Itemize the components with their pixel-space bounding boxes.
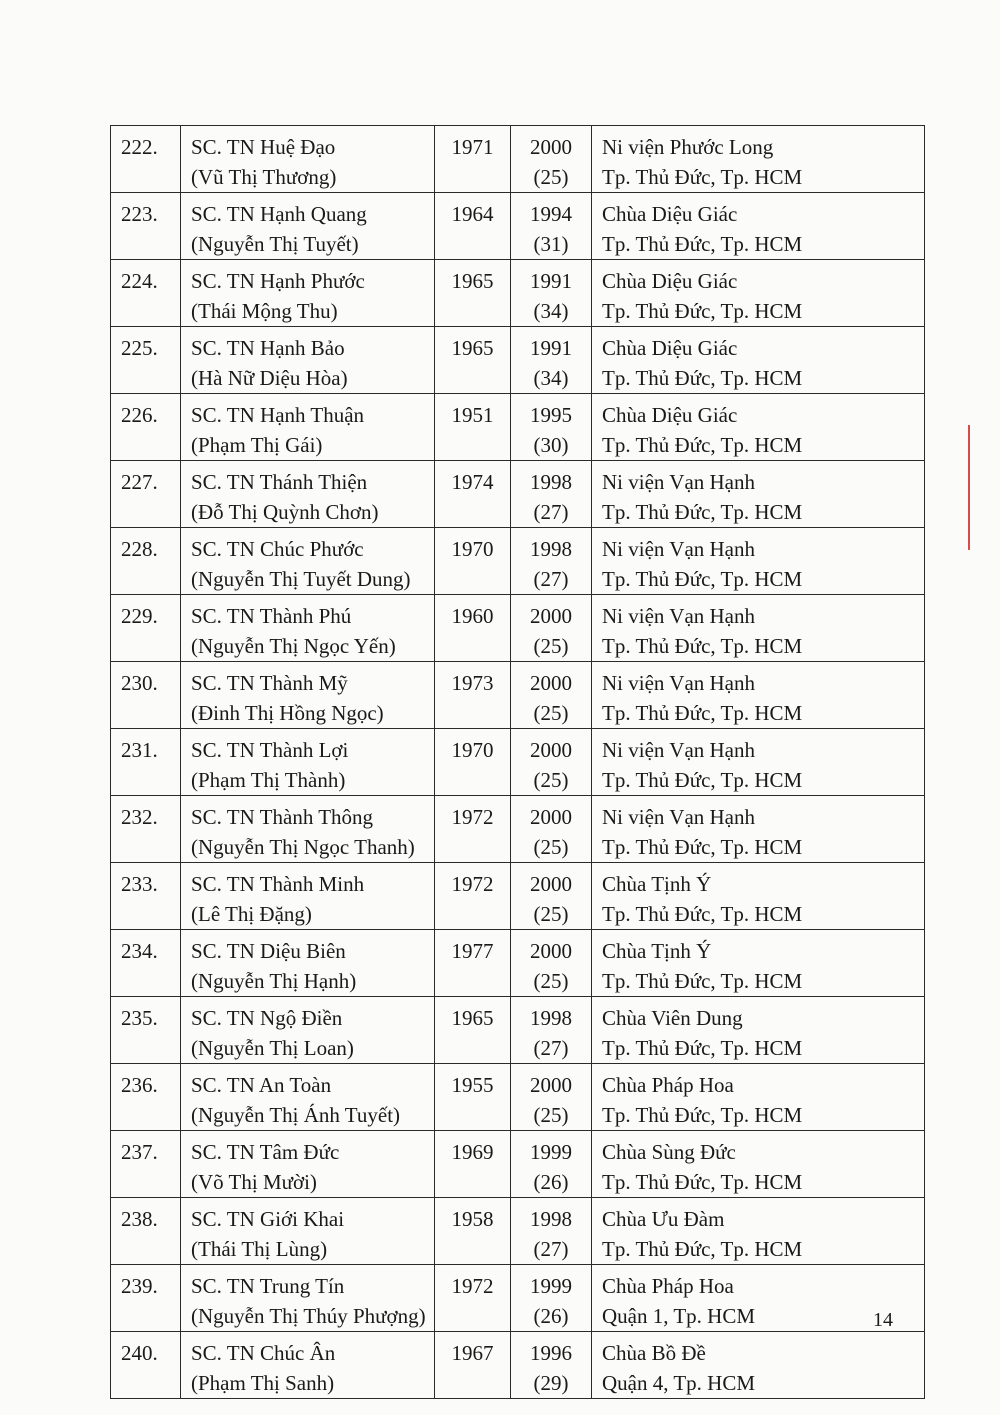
- temple-name: Chùa Pháp Hoa: [602, 1274, 734, 1298]
- row-number-cell: [111, 863, 181, 930]
- temple-location: Tp. Thủ Đức, Tp. HCM: [602, 567, 803, 591]
- ordination-year: 1998: [530, 470, 572, 494]
- years-count: (25): [533, 768, 569, 792]
- ordination-year-cell: [511, 394, 592, 461]
- birth-year-cell: [435, 930, 511, 997]
- temple-cell: [592, 863, 925, 930]
- ordination-year-cell: [511, 796, 592, 863]
- ordination-year-cell: [511, 1332, 592, 1399]
- dharma-name: SC. TN Thành Mỹ: [191, 671, 348, 695]
- row-number: 232.: [121, 805, 158, 829]
- temple-location: Tp. Thủ Đức, Tp. HCM: [602, 1103, 803, 1127]
- table-row: [111, 796, 925, 863]
- ordination-year-cell: [511, 1064, 592, 1131]
- birth-year: 1972: [451, 1274, 494, 1298]
- ordination-year: 1998: [530, 537, 572, 561]
- name-cell: [181, 1198, 435, 1265]
- row-number: 236.: [121, 1073, 158, 1097]
- name-cell: [181, 461, 435, 528]
- table-row: [111, 595, 925, 662]
- birth-year-cell: [435, 1131, 511, 1198]
- row-number: 226.: [121, 403, 158, 427]
- dharma-name: SC. TN Huệ Đạo: [191, 135, 336, 159]
- name-cell: [181, 528, 435, 595]
- row-number: 225.: [121, 336, 158, 360]
- temple-name: Chùa Diệu Giác: [602, 269, 738, 293]
- lay-name: (Thái Thị Lùng): [191, 1237, 328, 1261]
- row-number-cell: [111, 1198, 181, 1265]
- name-cell: [181, 796, 435, 863]
- row-number-cell: [111, 394, 181, 461]
- row-number: 228.: [121, 537, 158, 561]
- years-count: (34): [533, 299, 569, 323]
- temple-name: Chùa Viên Dung: [602, 1006, 743, 1030]
- temple-location: Quận 1, Tp. HCM: [602, 1304, 756, 1328]
- years-count: (29): [533, 1371, 569, 1395]
- dharma-name: SC. TN Chúc Ân: [191, 1341, 336, 1365]
- ordination-year: 1991: [530, 336, 572, 360]
- temple-location: Tp. Thủ Đức, Tp. HCM: [602, 433, 803, 457]
- temple-cell: [592, 260, 925, 327]
- birth-year: 1958: [451, 1207, 494, 1231]
- temple-location: Tp. Thủ Đức, Tp. HCM: [602, 1237, 803, 1261]
- temple-cell: [592, 1198, 925, 1265]
- ordination-year-cell: [511, 662, 592, 729]
- temple-location: Tp. Thủ Đức, Tp. HCM: [602, 1036, 803, 1060]
- row-number: 238.: [121, 1207, 158, 1231]
- birth-year-cell: [435, 1265, 511, 1332]
- lay-name: (Vũ Thị Thương): [191, 165, 337, 189]
- name-cell: [181, 729, 435, 796]
- table-row: [111, 528, 925, 595]
- ordination-year-cell: [511, 461, 592, 528]
- row-number: 224.: [121, 269, 158, 293]
- years-count: (26): [533, 1304, 569, 1328]
- birth-year: 1965: [451, 269, 494, 293]
- ordination-year-cell: [511, 863, 592, 930]
- table-row: [111, 863, 925, 930]
- row-number: 240.: [121, 1341, 158, 1365]
- birth-year-cell: [435, 327, 511, 394]
- temple-name: Ni viện Vạn Hạnh: [602, 805, 755, 829]
- table-row: [111, 394, 925, 461]
- temple-cell: [592, 461, 925, 528]
- ordination-year: 2000: [530, 671, 572, 695]
- temple-cell: [592, 193, 925, 260]
- temple-cell: [592, 1064, 925, 1131]
- lay-name: (Phạm Thị Sanh): [191, 1371, 335, 1395]
- temple-name: Chùa Tịnh Ý: [602, 939, 712, 963]
- birth-year: 1970: [451, 537, 494, 561]
- lay-name: (Võ Thị Mười): [191, 1170, 317, 1194]
- ordination-year-cell: [511, 193, 592, 260]
- row-number: 234.: [121, 939, 158, 963]
- ordination-year-cell: [511, 1131, 592, 1198]
- birth-year: 1969: [451, 1140, 494, 1164]
- birth-year-cell: [435, 461, 511, 528]
- birth-year-cell: [435, 260, 511, 327]
- ordination-year-cell: [511, 729, 592, 796]
- temple-location: Tp. Thủ Đức, Tp. HCM: [602, 366, 803, 390]
- dharma-name: SC. TN Hạnh Thuận: [191, 403, 365, 427]
- table-row: [111, 997, 925, 1064]
- birth-year-cell: [435, 796, 511, 863]
- birth-year-cell: [435, 662, 511, 729]
- lay-name: (Nguyễn Thị Ngọc Yến): [191, 634, 396, 658]
- ordination-year: 1999: [530, 1140, 572, 1164]
- row-number-cell: [111, 260, 181, 327]
- birth-year: 1951: [451, 403, 494, 427]
- row-number: 233.: [121, 872, 158, 896]
- dharma-name: SC. TN Hạnh Phước: [191, 269, 365, 293]
- temple-location: Tp. Thủ Đức, Tp. HCM: [602, 299, 803, 323]
- table-row: [111, 327, 925, 394]
- birth-year: 1971: [451, 135, 494, 159]
- ordination-year-cell: [511, 327, 592, 394]
- temple-name: Chùa Sùng Đức: [602, 1140, 736, 1164]
- birth-year: 1972: [451, 805, 494, 829]
- birth-year: 1965: [451, 1006, 494, 1030]
- row-number-cell: [111, 997, 181, 1064]
- row-number: 235.: [121, 1006, 158, 1030]
- roster-body: [111, 126, 925, 1399]
- page-number: 14: [873, 1309, 893, 1331]
- name-cell: [181, 1332, 435, 1399]
- name-cell: [181, 327, 435, 394]
- dharma-name: SC. TN Tâm Đức: [191, 1140, 340, 1164]
- temple-name: Ni viện Vạn Hạnh: [602, 671, 755, 695]
- years-count: (27): [533, 1237, 569, 1261]
- name-cell: [181, 260, 435, 327]
- lay-name: (Nguyễn Thị Loan): [191, 1036, 354, 1060]
- name-cell: [181, 394, 435, 461]
- name-cell: [181, 997, 435, 1064]
- row-number-cell: [111, 930, 181, 997]
- row-number-cell: [111, 1064, 181, 1131]
- ordination-year: 2000: [530, 1073, 572, 1097]
- roster-table: [110, 125, 925, 1399]
- birth-year-cell: [435, 595, 511, 662]
- ordination-year: 2000: [530, 939, 572, 963]
- birth-year-cell: [435, 729, 511, 796]
- temple-location: Tp. Thủ Đức, Tp. HCM: [602, 232, 803, 256]
- row-number-cell: [111, 729, 181, 796]
- ordination-year-cell: [511, 126, 592, 193]
- name-cell: [181, 126, 435, 193]
- name-cell: [181, 863, 435, 930]
- temple-name: Chùa Diệu Giác: [602, 403, 738, 427]
- birth-year: 1974: [451, 470, 494, 494]
- name-cell: [181, 1265, 435, 1332]
- dharma-name: SC. TN Ngộ Điền: [191, 1006, 343, 1030]
- table-row: [111, 729, 925, 796]
- temple-cell: [592, 528, 925, 595]
- lay-name: (Nguyễn Thị Ánh Tuyết): [191, 1103, 401, 1127]
- row-number: 231.: [121, 738, 158, 762]
- years-count: (34): [533, 366, 569, 390]
- ordination-year: 1996: [530, 1341, 572, 1365]
- row-number: 230.: [121, 671, 158, 695]
- temple-location: Tp. Thủ Đức, Tp. HCM: [602, 500, 803, 524]
- temple-cell: [592, 662, 925, 729]
- row-number-cell: [111, 528, 181, 595]
- temple-location: Quận 4, Tp. HCM: [602, 1371, 756, 1395]
- name-cell: [181, 1064, 435, 1131]
- ordination-year: 2000: [530, 805, 572, 829]
- ordination-year: 1999: [530, 1274, 572, 1298]
- row-number-cell: [111, 796, 181, 863]
- row-number-cell: [111, 595, 181, 662]
- birth-year-cell: [435, 528, 511, 595]
- years-count: (25): [533, 1103, 569, 1127]
- lay-name: (Nguyễn Thị Hạnh): [191, 969, 357, 993]
- row-number-cell: [111, 1332, 181, 1399]
- birth-year-cell: [435, 1198, 511, 1265]
- dharma-name: SC. TN Giới Khai: [191, 1207, 345, 1231]
- dharma-name: SC. TN Hạnh Quang: [191, 202, 367, 226]
- lay-name: (Đinh Thị Hồng Ngọc): [191, 701, 384, 725]
- years-count: (25): [533, 969, 569, 993]
- temple-location: Tp. Thủ Đức, Tp. HCM: [602, 835, 803, 859]
- years-count: (30): [533, 433, 569, 457]
- temple-location: Tp. Thủ Đức, Tp. HCM: [602, 768, 803, 792]
- table-row: [111, 1265, 925, 1332]
- birth-year: 1977: [451, 939, 494, 963]
- temple-name: Ni viện Vạn Hạnh: [602, 470, 755, 494]
- lay-name: (Đỗ Thị Quỳnh Chơn): [191, 500, 379, 524]
- name-cell: [181, 930, 435, 997]
- ordination-year-cell: [511, 930, 592, 997]
- lay-name: (Phạm Thị Gái): [191, 433, 323, 457]
- lay-name: (Nguyễn Thị Tuyết Dung): [191, 567, 411, 591]
- temple-cell: [592, 796, 925, 863]
- dharma-name: SC. TN Trung Tín: [191, 1274, 345, 1298]
- birth-year: 1965: [451, 336, 494, 360]
- birth-year-cell: [435, 193, 511, 260]
- temple-name: Chùa Diệu Giác: [602, 336, 738, 360]
- birth-year: 1964: [451, 202, 494, 226]
- temple-cell: [592, 394, 925, 461]
- birth-year-cell: [435, 1064, 511, 1131]
- birth-year-cell: [435, 1332, 511, 1399]
- row-number: 222.: [121, 135, 158, 159]
- lay-name: (Nguyễn Thị Thúy Phượng): [191, 1304, 426, 1328]
- row-number-cell: [111, 1131, 181, 1198]
- dharma-name: SC. TN Hạnh Bảo: [191, 336, 345, 360]
- years-count: (25): [533, 634, 569, 658]
- lay-name: (Nguyễn Thị Tuyết): [191, 232, 359, 256]
- table-row: [111, 930, 925, 997]
- temple-cell: [592, 595, 925, 662]
- lay-name: (Lê Thị Đặng): [191, 902, 312, 926]
- name-cell: [181, 193, 435, 260]
- temple-name: Chùa Pháp Hoa: [602, 1073, 734, 1097]
- ordination-year: 1995: [530, 403, 572, 427]
- birth-year-cell: [435, 394, 511, 461]
- temple-name: Chùa Ưu Đàm: [602, 1207, 725, 1231]
- ordination-year-cell: [511, 528, 592, 595]
- row-number-cell: [111, 327, 181, 394]
- name-cell: [181, 1131, 435, 1198]
- dharma-name: SC. TN Thành Thông: [191, 805, 374, 829]
- table-row: [111, 662, 925, 729]
- temple-location: Tp. Thủ Đức, Tp. HCM: [602, 165, 803, 189]
- temple-name: Chùa Tịnh Ý: [602, 872, 712, 896]
- years-count: (25): [533, 165, 569, 189]
- birth-year: 1970: [451, 738, 494, 762]
- dharma-name: SC. TN Thánh Thiện: [191, 470, 368, 494]
- ordination-year: 2000: [530, 738, 572, 762]
- ordination-year: 1994: [530, 202, 572, 226]
- row-number: 239.: [121, 1274, 158, 1298]
- row-number-cell: [111, 461, 181, 528]
- lay-name: (Hà Nữ Diệu Hòa): [191, 366, 348, 390]
- temple-cell: [592, 126, 925, 193]
- ordination-year: 1998: [530, 1006, 572, 1030]
- birth-year: 1972: [451, 872, 494, 896]
- ordination-year: 2000: [530, 872, 572, 896]
- dharma-name: SC. TN Thành Lợi: [191, 738, 349, 762]
- row-number-cell: [111, 193, 181, 260]
- temple-name: Ni viện Vạn Hạnh: [602, 738, 755, 762]
- row-number-cell: [111, 126, 181, 193]
- years-count: (27): [533, 500, 569, 524]
- temple-name: Chùa Diệu Giác: [602, 202, 738, 226]
- ordination-year-cell: [511, 595, 592, 662]
- temple-location: Tp. Thủ Đức, Tp. HCM: [602, 701, 803, 725]
- table-row: [111, 260, 925, 327]
- ordination-year: 1998: [530, 1207, 572, 1231]
- table-row: [111, 193, 925, 260]
- dharma-name: SC. TN An Toàn: [191, 1073, 332, 1097]
- table-row: [111, 1332, 925, 1399]
- temple-cell: [592, 930, 925, 997]
- birth-year-cell: [435, 126, 511, 193]
- temple-cell: [592, 997, 925, 1064]
- birth-year-cell: [435, 997, 511, 1064]
- table-row: [111, 1064, 925, 1131]
- row-number: 229.: [121, 604, 158, 628]
- birth-year: 1967: [451, 1341, 494, 1365]
- table-row: [111, 461, 925, 528]
- years-count: (27): [533, 567, 569, 591]
- years-count: (31): [533, 232, 569, 256]
- dharma-name: SC. TN Chúc Phước: [191, 537, 364, 561]
- temple-location: Tp. Thủ Đức, Tp. HCM: [602, 969, 803, 993]
- temple-name: Ni viện Vạn Hạnh: [602, 537, 755, 561]
- margin-mark: [968, 425, 970, 550]
- temple-name: Chùa Bồ Đề: [602, 1341, 706, 1365]
- years-count: (25): [533, 835, 569, 859]
- lay-name: (Phạm Thị Thành): [191, 768, 346, 792]
- lay-name: (Thái Mộng Thu): [191, 299, 338, 323]
- row-number: 237.: [121, 1140, 158, 1164]
- temple-location: Tp. Thủ Đức, Tp. HCM: [602, 1170, 803, 1194]
- years-count: (25): [533, 902, 569, 926]
- ordination-year: 2000: [530, 604, 572, 628]
- birth-year: 1960: [451, 604, 494, 628]
- temple-name: Ni viện Phước Long: [602, 135, 774, 159]
- temple-cell: [592, 1332, 925, 1399]
- table-row: [111, 1131, 925, 1198]
- birth-year-cell: [435, 863, 511, 930]
- ordination-year-cell: [511, 1198, 592, 1265]
- table-row: [111, 1198, 925, 1265]
- row-number-cell: [111, 1265, 181, 1332]
- temple-cell: [592, 327, 925, 394]
- lay-name: (Nguyễn Thị Ngọc Thanh): [191, 835, 415, 859]
- name-cell: [181, 595, 435, 662]
- temple-location: Tp. Thủ Đức, Tp. HCM: [602, 634, 803, 658]
- birth-year: 1973: [451, 671, 494, 695]
- row-number: 223.: [121, 202, 158, 226]
- row-number-cell: [111, 662, 181, 729]
- birth-year: 1955: [451, 1073, 494, 1097]
- temple-cell: [592, 1131, 925, 1198]
- years-count: (27): [533, 1036, 569, 1060]
- dharma-name: SC. TN Thành Minh: [191, 872, 365, 896]
- ordination-year: 2000: [530, 135, 572, 159]
- dharma-name: SC. TN Thành Phú: [191, 604, 352, 628]
- name-cell: [181, 662, 435, 729]
- temple-cell: [592, 729, 925, 796]
- years-count: (26): [533, 1170, 569, 1194]
- ordination-year-cell: [511, 997, 592, 1064]
- row-number: 227.: [121, 470, 158, 494]
- dharma-name: SC. TN Diệu Biên: [191, 939, 346, 963]
- ordination-year: 1991: [530, 269, 572, 293]
- ordination-year-cell: [511, 1265, 592, 1332]
- years-count: (25): [533, 701, 569, 725]
- temple-name: Ni viện Vạn Hạnh: [602, 604, 755, 628]
- ordination-year-cell: [511, 260, 592, 327]
- table-row: [111, 126, 925, 193]
- temple-location: Tp. Thủ Đức, Tp. HCM: [602, 902, 803, 926]
